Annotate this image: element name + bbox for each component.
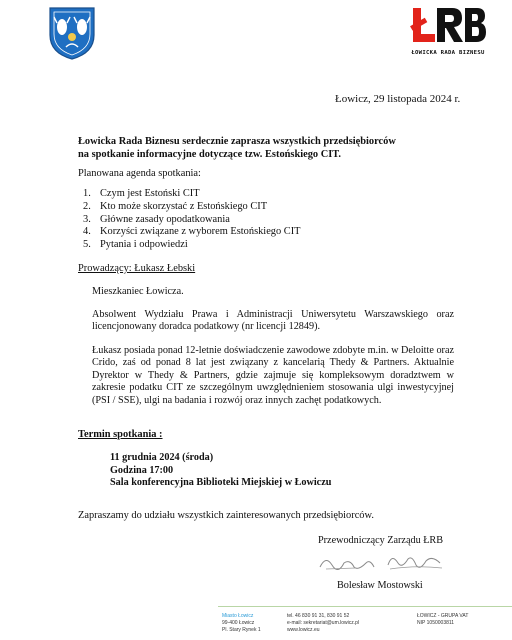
intro-line: Łowicka Rada Biznesu serdecznie zaprasza wszystkich przedsiębiorców	[78, 136, 396, 147]
lrb-logo	[410, 6, 486, 56]
letter-date: Łowicz, 29 listopada 2024 r.	[335, 93, 461, 105]
footer-postal: 99-400 Łowicz	[222, 620, 255, 626]
agenda-item: 4. Korzyści związane z wyborem Estońskiego CIT	[83, 226, 301, 238]
agenda-item: 1. Czym jest Estoński CIT	[83, 188, 200, 199]
crest-shield-icon	[46, 5, 98, 61]
footer-street: Pl. Stary Rynek 1	[222, 627, 261, 633]
meeting-details	[110, 452, 331, 490]
intro-line: na spotkanie informacyjne dotyczące tzw. Estońskiego CIT.	[78, 149, 342, 160]
footer-divider	[218, 606, 512, 607]
footer-website: www.lowicz.eu	[287, 627, 320, 633]
footer-tax	[417, 613, 468, 627]
footer-phone: tel. 46 830 91 31, 830 91 52	[287, 613, 350, 619]
bio-paragraph-education: Absolwent Wydziału Prawa i Administracji Uniwersytetu Warszawskiego oraz licencjonowany doradca podatkowy (nr licencji 12849).	[92, 309, 454, 333]
agenda-item: 5. Pytania i odpowiedzi	[83, 239, 188, 251]
closing-invitation: Zapraszamy do udziału wszystkich zainteresowanych przedsiębiorców.	[78, 510, 374, 521]
footer-address	[222, 613, 261, 634]
city-crest	[46, 5, 98, 61]
meeting-date: 11 grudnia 2024 (środa)	[110, 452, 214, 463]
meeting-time: Godzina 17:00	[110, 464, 174, 476]
bio-paragraph-experience: Łukasz posiada ponad 12-letnie doświadczenie zawodowe zdobyte m.in. w Deloitte oraz Crido, zaś od ponad 8 lat jest związany z kancelarią Thedy & Partners. Aktualnie Dyrektor w Thedy & Partners, gdzie zajmuje się kompleksowym doradztwem w zakresie podatku CIT ze szczególnym uwzględnieniem stosowania ulgi inwestycyjnej (PSI / SSE), ulgi na badania i rozwój oraz innych zachęt podatkowych.	[92, 345, 454, 406]
footer-brand: Miasto Łowicz	[222, 613, 254, 619]
handwritten-signature	[316, 551, 448, 575]
agenda-list	[83, 188, 301, 252]
chair-title: Przewodniczący Zarządu ŁRB	[318, 535, 444, 546]
lrb-logo-mark	[410, 6, 486, 48]
agenda-title: Planowana agenda spotkania:	[78, 168, 201, 179]
footer-vat-group: ŁOWICZ - GRUPA VAT	[417, 613, 469, 619]
meeting-venue: Sala konferencyjna Biblioteki Miejskiej w Łowiczu	[110, 477, 332, 488]
footer-contact	[287, 613, 359, 634]
footer-nip: NIP 1050003811	[417, 620, 455, 626]
agenda-item: 3. Główne zasady opodatkowania	[83, 213, 230, 225]
invitation-heading	[78, 135, 458, 161]
bio-paragraph-residence: Mieszkaniec Łowicza.	[92, 286, 184, 297]
meeting-term-label: Termin spotkania :	[78, 429, 163, 440]
logo-caption: ŁOWICKA RADA BIZNESU	[411, 50, 485, 56]
agenda-item: 2. Kto może skorzystać z Estońskiego CIT	[83, 200, 268, 212]
signer-name: Bolesław Mostowski	[337, 580, 423, 591]
footer-email: e-mail: sekretariat@um.lowicz.pl	[287, 620, 360, 626]
host-label: Prowadzący: Łukasz Łebski	[78, 263, 196, 274]
signature-scribble	[316, 551, 448, 575]
